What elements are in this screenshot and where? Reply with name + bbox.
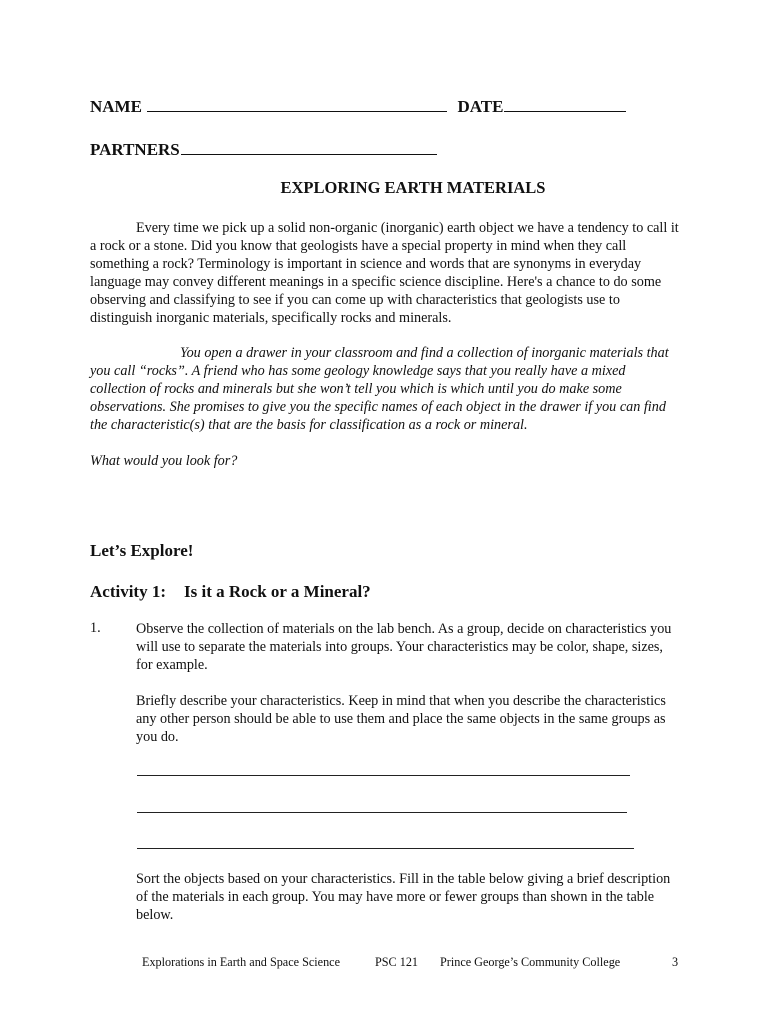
partners-label: PARTNERS bbox=[90, 140, 180, 159]
item-sort: Sort the objects based on your characteristics. Fill in the table below giving a brief description of the materials in each group. You may have more or fewer groups than shown in the table below. bbox=[136, 871, 671, 923]
scenario-paragraph: You open a drawer in your classroom and find a collection of inorganic materials that you call “rocks”. A friend who has some geology knowledge says that you really have a mixed collection of rocks and minerals but she won’t tell you which is which until you do make some observations. She promises to give you the specific names of each object in the drawer if you can find the characteristic(s) that are the basis for classification as a rock or mineral. bbox=[90, 345, 669, 433]
footer-college: Prince George’s Community College bbox=[440, 955, 621, 969]
item-number: 1. bbox=[90, 620, 101, 636]
intro-paragraph: Every time we pick up a solid non-organic (inorganic) earth object we have a tendency to call it a rock or a stone. Did you know that geologists have a special property in mind when they call something a rock? Terminology is important in science and words that are synonyms in everyday language may convey different meanings in a specific science discipline. Here's a chance to do some observing and classifying to see if you can come up with characteristics that geologists use to distinguish inorganic materials, specifically rocks and minerals. bbox=[90, 220, 679, 326]
answer-line-2[interactable] bbox=[137, 812, 627, 813]
activity-label: Activity 1: bbox=[90, 582, 167, 601]
name-field[interactable] bbox=[147, 95, 447, 112]
footer-course: PSC 121 bbox=[375, 955, 419, 969]
name-label: NAME bbox=[90, 97, 142, 116]
name-date-row bbox=[90, 95, 626, 117]
date-field[interactable] bbox=[504, 95, 626, 112]
item-describe: Briefly describe your characteristics. Keep in mind that when you describe the characteristics any other person should be able to use them and place the same objects in the same groups as you do. bbox=[136, 693, 666, 745]
answer-line-3[interactable] bbox=[137, 848, 634, 849]
item-instruction: Observe the collection of materials on the lab bench. As a group, decide on characteristics you will use to separate the materials into groups. Your characteristics may be color, shape, sizes, for example. bbox=[136, 621, 672, 673]
date-label: DATE bbox=[457, 97, 504, 116]
partners-row bbox=[90, 138, 437, 160]
guiding-question: What would you look for? bbox=[90, 453, 238, 469]
page-title: EXPLORING EARTH MATERIALS bbox=[280, 178, 546, 197]
partners-field[interactable] bbox=[181, 138, 437, 155]
explore-heading: Let’s Explore! bbox=[90, 541, 194, 560]
page-number: 3 bbox=[672, 955, 679, 969]
activity-title: Is it a Rock or a Mineral? bbox=[184, 582, 371, 601]
footer-book: Explorations in Earth and Space Science bbox=[142, 955, 340, 969]
answer-line-1[interactable] bbox=[137, 775, 630, 776]
activity-heading bbox=[90, 582, 371, 602]
